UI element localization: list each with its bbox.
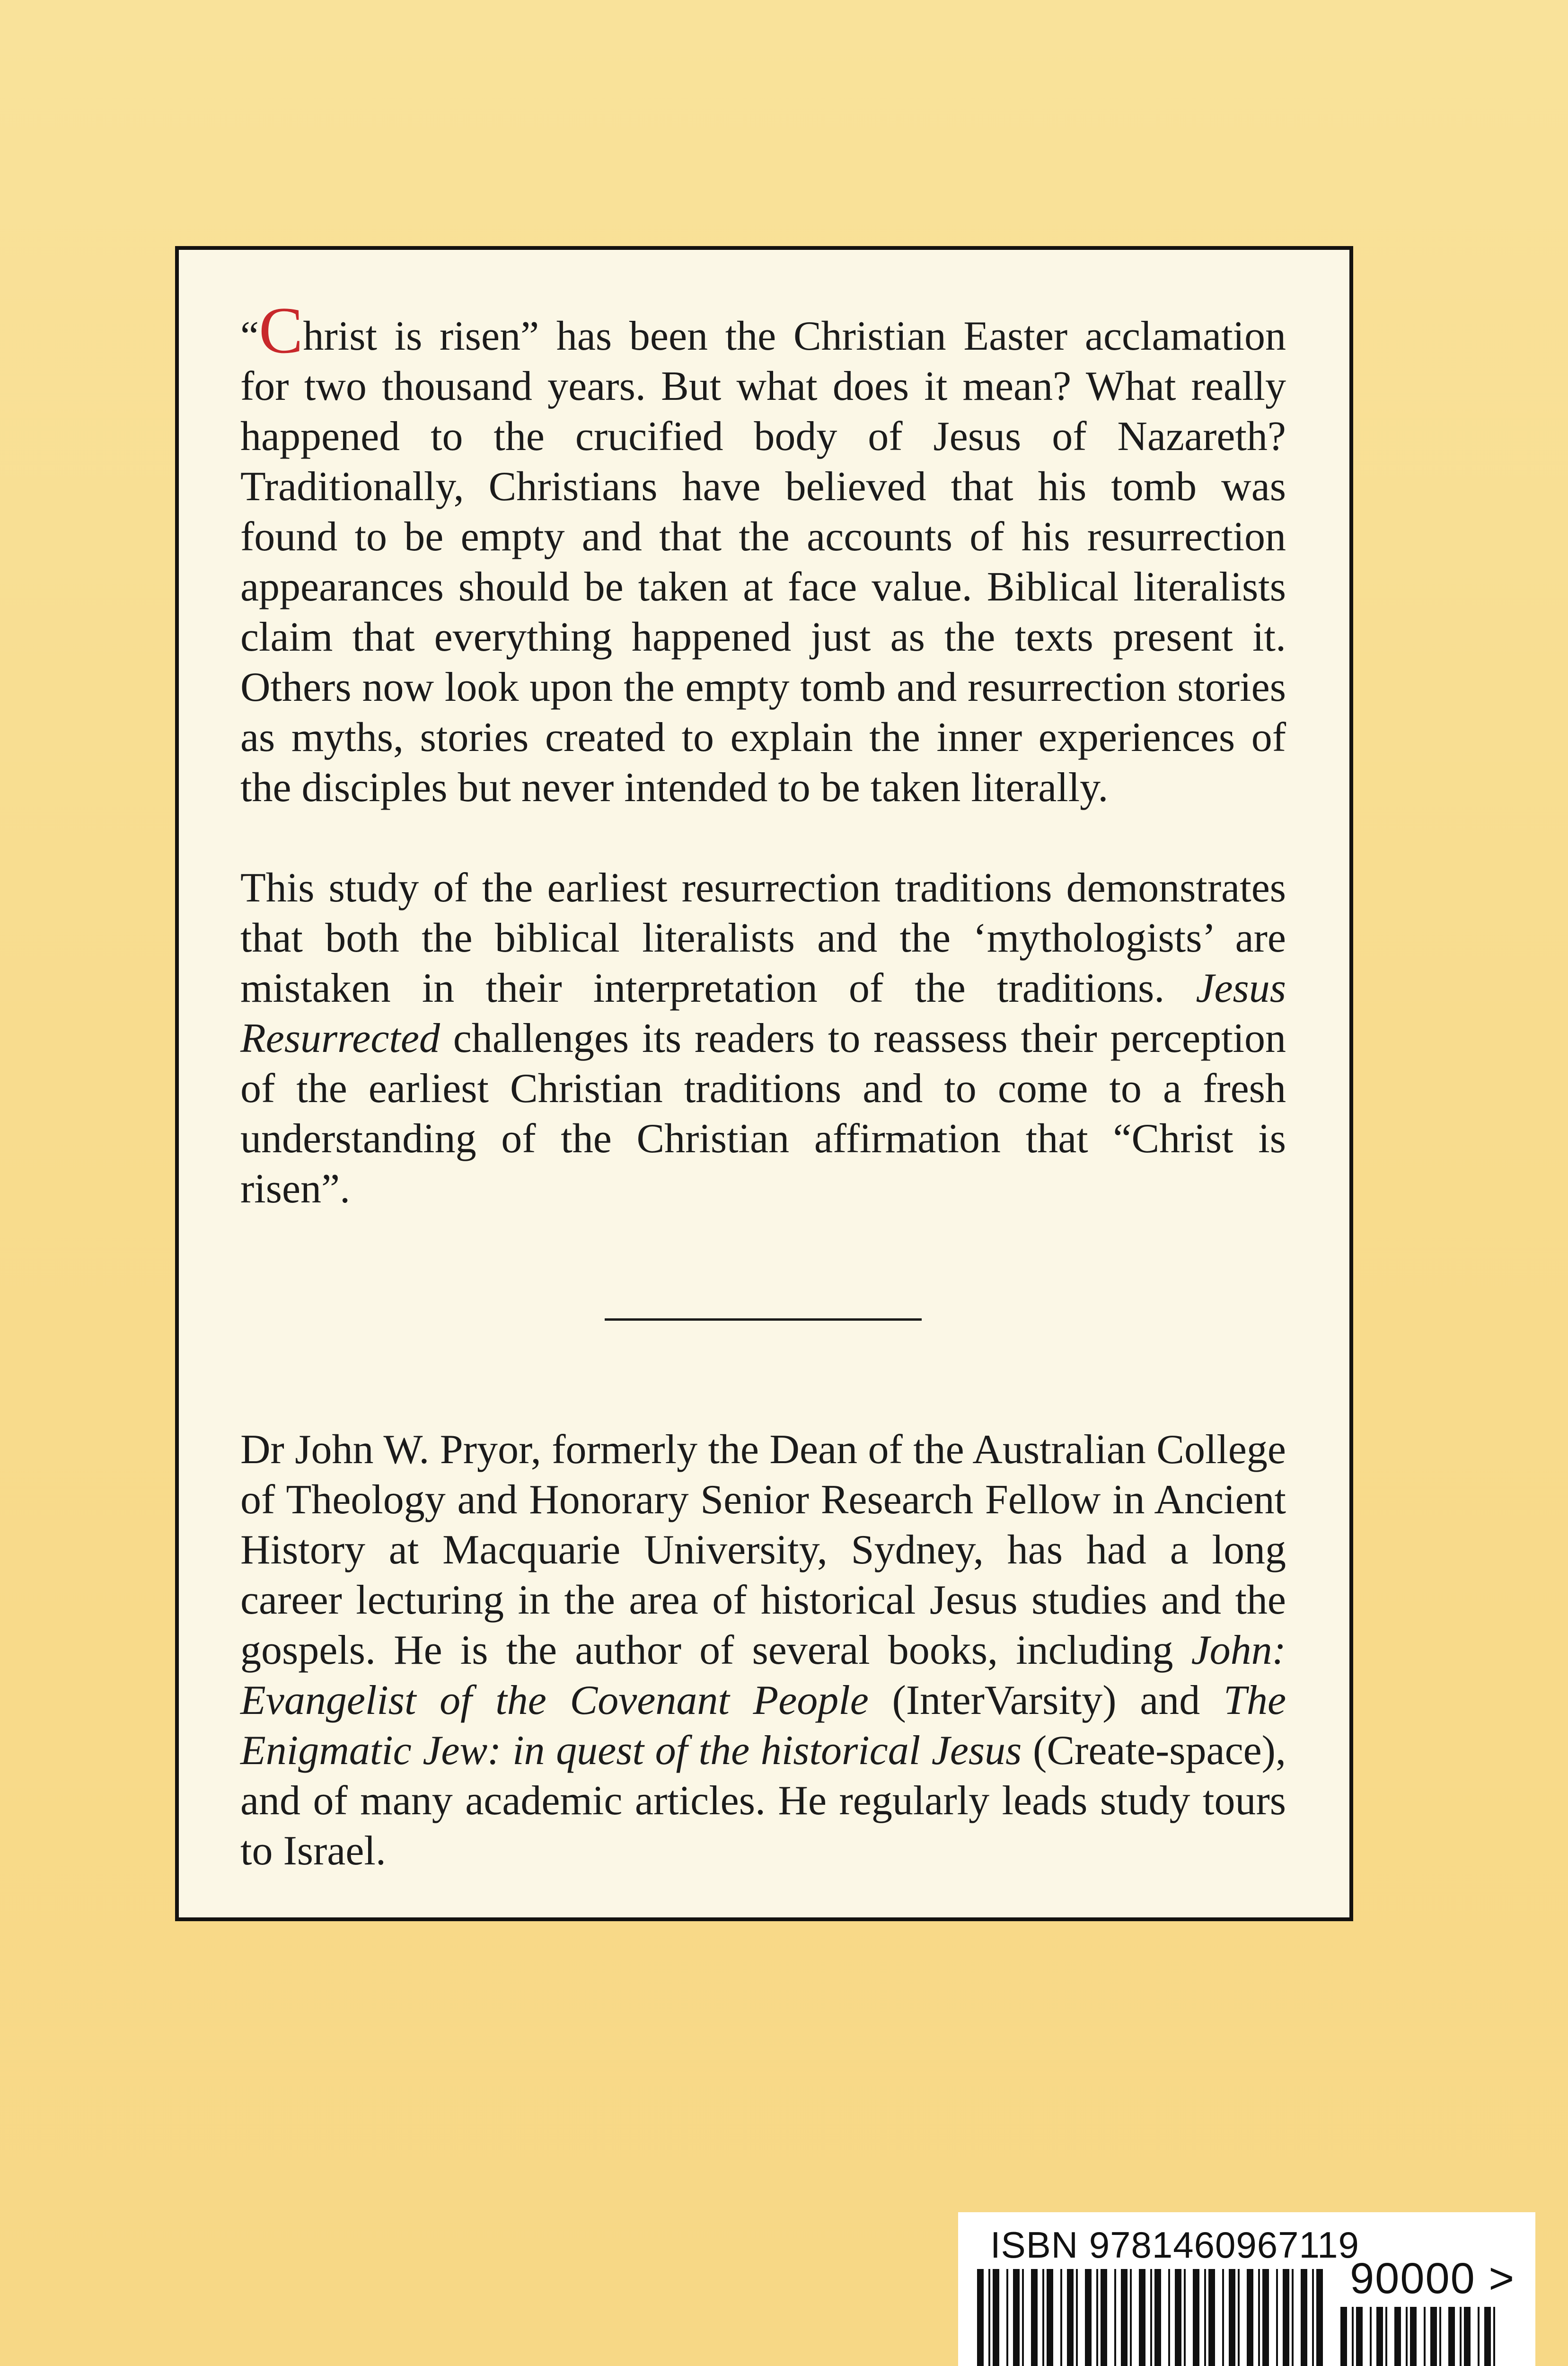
drop-cap: C	[259, 294, 303, 367]
paragraph-1-text: hrist is risen” has been the Christian Easter acclamation for two thousand years. But what does it mean? What really happened to the crucified body of Jesus of Nazareth? Traditionally, Christians have believed that his tomb was found to be empty and that the accounts of his resurrection appearances should be taken at face value. Biblical literalists claim that everything happened just as the texts present it. Others now look upon the empty tomb and resurrection stories as myths, stories created to explain the inner experiences of the disciples but never intended to be taken literally.	[240, 313, 1286, 811]
blurb-paragraph-2	[240, 863, 1286, 1214]
barcode-bar	[1376, 2307, 1383, 2366]
barcode-bar	[1031, 2269, 1038, 2366]
barcode-bar	[1394, 2307, 1401, 2366]
barcode-bar	[1478, 2307, 1480, 2366]
barcode-bar	[1193, 2269, 1199, 2366]
barcode-bar	[1276, 2269, 1278, 2366]
barcode-bar	[1262, 2269, 1269, 2366]
barcode-bar	[1292, 2269, 1294, 2366]
barcode-bar	[1370, 2307, 1372, 2366]
barcode-bar	[1484, 2307, 1491, 2366]
barcode-bar	[1022, 2269, 1024, 2366]
barcode-bar	[1085, 2269, 1092, 2366]
barcode-bar	[1204, 2269, 1206, 2366]
price-code: 90000 >	[1350, 2254, 1515, 2303]
barcode-bar	[1312, 2269, 1314, 2366]
blurb-paragraph-1	[240, 294, 1286, 813]
barcode-bar	[1067, 2269, 1074, 2366]
barcode-bar	[977, 2269, 984, 2366]
barcode-bar	[1076, 2269, 1078, 2366]
ean13-barcode	[973, 2269, 1323, 2366]
barcode-bar	[988, 2269, 990, 2366]
section-divider	[605, 1318, 922, 1321]
barcode-bar	[1175, 2269, 1181, 2366]
barcode-bar	[1430, 2307, 1437, 2366]
barcode-bar	[993, 2269, 999, 2366]
book-title-enigmatic-jew: The Enigmatic Jew: in quest of the historical Jesus	[240, 1677, 1286, 1774]
barcode-bar	[1060, 2269, 1062, 2366]
author-bio	[240, 1425, 1286, 1876]
barcode-bar	[1410, 2307, 1417, 2366]
barcode-bar	[1229, 2269, 1235, 2366]
paragraph-2-text-b: challenges its readers to reassess their perception of the earliest Christian traditions and to come to a fresh understanding of the Christian affirmation that “Christ is risen”.	[240, 1015, 1286, 1212]
author-bio-text-a: Dr John W. Pryor, formerly the Dean of the Australian College of Theology and Honorary Senior Research Fellow in Ancient History at Macquarie University, Sydney, has had a long career lecturing in the area of historical Jesus studies and the gospels. He is the author of several books, including	[240, 1427, 1286, 1673]
barcode-bar	[1130, 2269, 1132, 2366]
barcode-bar	[1424, 2307, 1426, 2366]
barcode-bar	[1101, 2269, 1107, 2366]
barcode-bar	[1047, 2269, 1053, 2366]
author-bio-text-c: (Create-space), and of many academic articles. He regularly leads study tours to Israel.	[240, 1728, 1286, 1874]
barcode-bar	[1013, 2269, 1020, 2366]
barcode-bar	[1316, 2269, 1323, 2366]
barcode-bar	[1096, 2269, 1098, 2366]
blurb-box	[175, 246, 1353, 1921]
barcode-bar	[1208, 2269, 1215, 2366]
barcode-bar	[1464, 2307, 1471, 2366]
barcode-bar	[1168, 2269, 1170, 2366]
price-addon-barcode	[1337, 2307, 1507, 2366]
barcode-bar	[1356, 2307, 1363, 2366]
barcode-bar	[1460, 2307, 1462, 2366]
book-title-john: John: Evangelist of the Covenant People	[240, 1627, 1286, 1723]
barcode-bar	[1154, 2269, 1161, 2366]
barcode-bar	[1258, 2269, 1260, 2366]
barcode-bar	[1139, 2269, 1145, 2366]
barcode-bar	[1301, 2269, 1307, 2366]
barcode-panel	[958, 2212, 1535, 2366]
barcode-bar	[1238, 2269, 1240, 2366]
barcode-bar	[1006, 2269, 1008, 2366]
barcode-bar	[1222, 2269, 1224, 2366]
barcode-bar	[1493, 2307, 1495, 2366]
barcode-bar	[1283, 2269, 1289, 2366]
barcode-bar	[1439, 2307, 1441, 2366]
barcode-bar	[1114, 2269, 1116, 2366]
barcode-bar	[1448, 2307, 1455, 2366]
paragraph-2-text-a: This study of the earliest resurrection traditions demonstrates that both the biblical literalists and the ‘mythologists’ are mistaken in their interpretation of the traditions.	[240, 865, 1286, 1011]
author-bio-text-b: (InterVarsity) and	[868, 1677, 1224, 1723]
blurb-text	[240, 294, 1286, 1876]
opening-quote: “	[240, 313, 259, 359]
barcode-bar	[1150, 2269, 1152, 2366]
isbn-label: ISBN 9781460967119	[990, 2224, 1359, 2266]
barcode-bar	[1247, 2269, 1253, 2366]
barcode-bar	[1385, 2307, 1387, 2366]
barcode-bar	[1406, 2307, 1408, 2366]
barcode-bar	[1042, 2269, 1044, 2366]
book-title-jesus-resurrected: Jesus Resurrected	[240, 965, 1286, 1061]
barcode-bar	[1352, 2307, 1354, 2366]
barcode-bar	[1121, 2269, 1128, 2366]
barcode-bar	[1184, 2269, 1186, 2366]
barcode-bar	[1340, 2307, 1347, 2366]
